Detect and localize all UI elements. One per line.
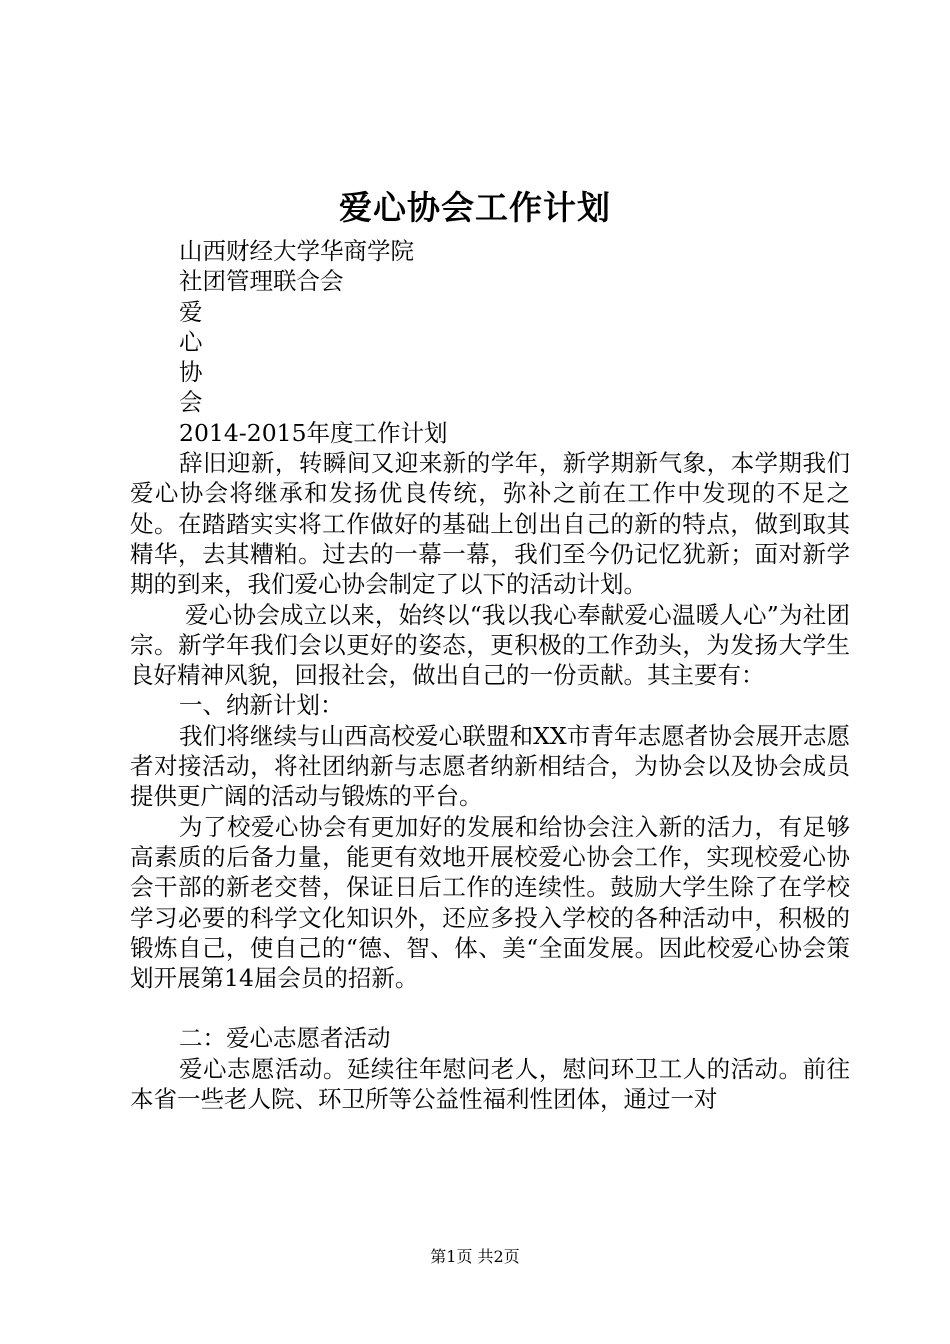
intro-paragraph: 爱心协会成立以来，始终以“我以我心奉献爱心温暖人心”为社团宗。新学年我们会以更好的姿态，更积极的工作劲头，为发扬大学生良好精神风貌，回报社会，做出自己的一份贡献。其主要有： [130,600,850,690]
blank-line [130,993,850,1023]
header-line: 2014-2015年度工作计划 [179,418,448,447]
section-paragraph: 我们将继续与山西高校爱心联盟和XX市青年志愿者协会展开志愿者对接活动，将社团纳新与志愿者纳新相结合，为协会以及协会成员提供更广阔的活动与锻炼的平台。 [130,721,850,811]
header-line: 心 [179,327,203,356]
header-line: 协 [179,358,203,387]
document-title: 爱心协会工作计划 [339,188,611,227]
header-line: 社团管理联合会 [179,267,344,296]
section-paragraph: 爱心志愿活动。延续往年慰问老人，慰问环卫工人的活动。前往本省一些老人院、环卫所等公益性福利性团体，通过一对 [130,1054,850,1114]
document-body [130,236,850,1114]
header-line: 爱 [179,297,203,326]
section-heading: 一、纳新计划： [179,691,344,720]
intro-paragraph: 辞旧迎新，转瞬间又迎来新的学年，新学期新气象，本学期我们爱心协会将继承和发扬优良传统，弥补之前在工作中发现的不足之处。在踏踏实实将工作做好的基础上创出自己的新的特点，做到取其精华，去其糟粕。过去的一幕一幕，我们至今仍记忆犹新；面对新学期的到来，我们爱心协会制定了以下的活动计划。 [130,449,850,599]
header-line: 会 [179,388,203,417]
page-footer: 第1页 共2页 [430,1247,520,1266]
header-line: 山西财经大学华商学院 [179,237,414,265]
section-paragraph: 为了校爱心协会有更加好的发展和给协会注入新的活力，有足够高素质的后备力量，能更有效地开展校爱心协会工作，实现校爱心协会干部的新老交替，保证日后工作的连续性。鼓励大学生除了在学校学习必要的科学文化知识外，还应多投入学校的各种活动中，积极的锻炼自己，使自己的“德、智、体、美“全面发展。因此校爱心协会策划开展第14届会员的招新。 [130,812,850,993]
section-heading: 二：爱心志愿者活动 [179,1024,391,1053]
